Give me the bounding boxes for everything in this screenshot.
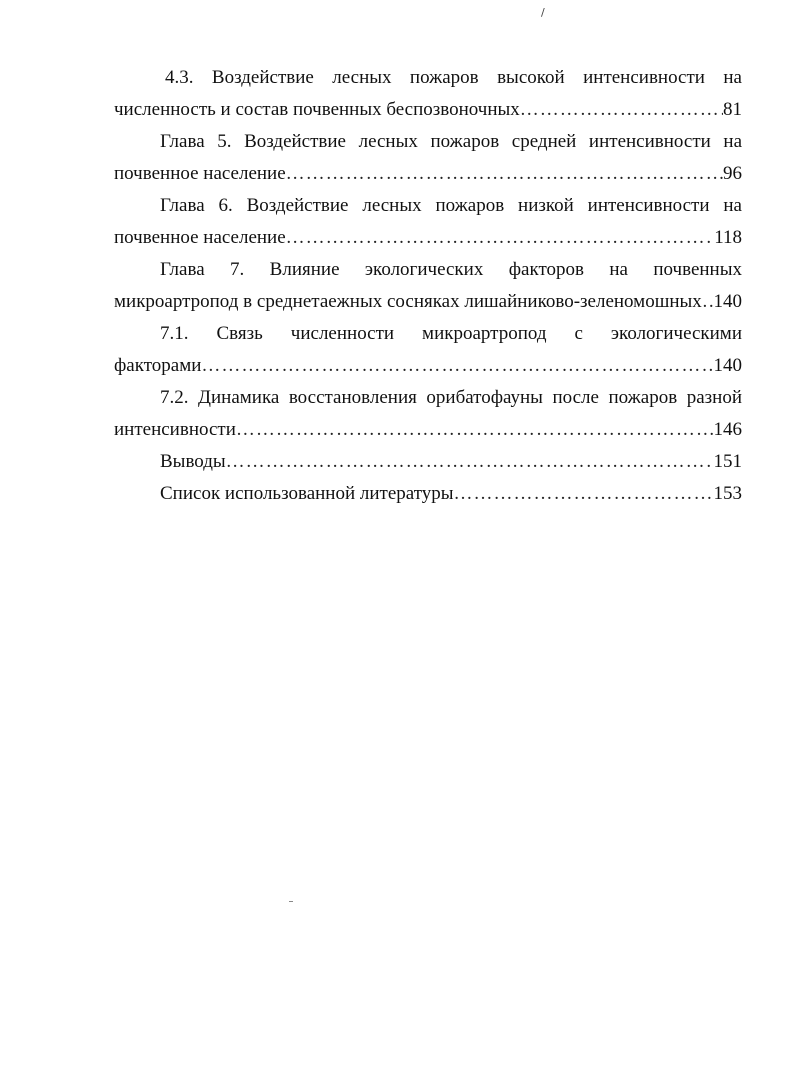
toc-entry-title-line: 7.1. Связь численности микроартропод с экологическими (160, 323, 742, 344)
toc-page-number: 151 (713, 451, 742, 472)
toc-page-number: 118 (714, 227, 742, 248)
dot-leader (236, 414, 714, 446)
toc-entry-title-line: Глава 5. Воздействие лесных пожаров средней интенсивности на (160, 131, 742, 152)
toc-page-number: 81 (723, 99, 742, 120)
dot-leader (286, 158, 723, 190)
toc-entry-continuation (114, 286, 742, 318)
toc-entry-continuation (114, 350, 742, 382)
dot-leader (226, 446, 714, 478)
table-of-contents (114, 62, 742, 510)
toc-entry-continuation (114, 158, 742, 190)
toc-entry-continuation (114, 414, 742, 446)
dot-leader (454, 478, 714, 510)
toc-entry-text: почвенное население (114, 227, 286, 248)
dot-leader (520, 94, 723, 126)
toc-entry-text: численность и состав почвенных беспозвоночных (114, 99, 520, 120)
toc-entry-title-line: Глава 6. Воздействие лесных пожаров низкой интенсивности на (160, 195, 742, 216)
toc-entry-text: факторами (114, 355, 202, 376)
toc-page-number: 140 (713, 291, 742, 312)
dot-leader (201, 350, 713, 382)
toc-entry-title-line: 7.2. Динамика восстановления орибатофауны после пожаров разной (160, 387, 742, 408)
toc-entry-continuation (114, 94, 742, 126)
toc-entry-text: Выводы (160, 451, 226, 472)
scan-speck (289, 901, 293, 902)
toc-entry-text: Список использованной литературы (160, 483, 454, 504)
toc-page-number: 96 (723, 163, 742, 184)
toc-entry-single (114, 446, 742, 478)
toc-entry-text: интенсивности (114, 419, 236, 440)
toc-page-number: 140 (713, 355, 742, 376)
toc-entry-single (114, 478, 742, 510)
scan-mark: / (541, 6, 545, 19)
dot-leader (286, 222, 715, 254)
toc-entry-text: почвенное население (114, 163, 286, 184)
toc-page-number: 146 (713, 419, 742, 440)
toc-entry-continuation (114, 222, 742, 254)
dot-leader (702, 286, 714, 318)
toc-entry-text: микроартропод в среднетаежных сосняках лишайниково-зеленомошных (114, 291, 702, 312)
toc-entry-title-line: 4.3. Воздействие лесных пожаров высокой интенсивности на (165, 67, 742, 88)
toc-page-number: 153 (713, 483, 742, 504)
toc-entry-title-line: Глава 7. Влияние экологических факторов на почвенных (160, 259, 742, 280)
